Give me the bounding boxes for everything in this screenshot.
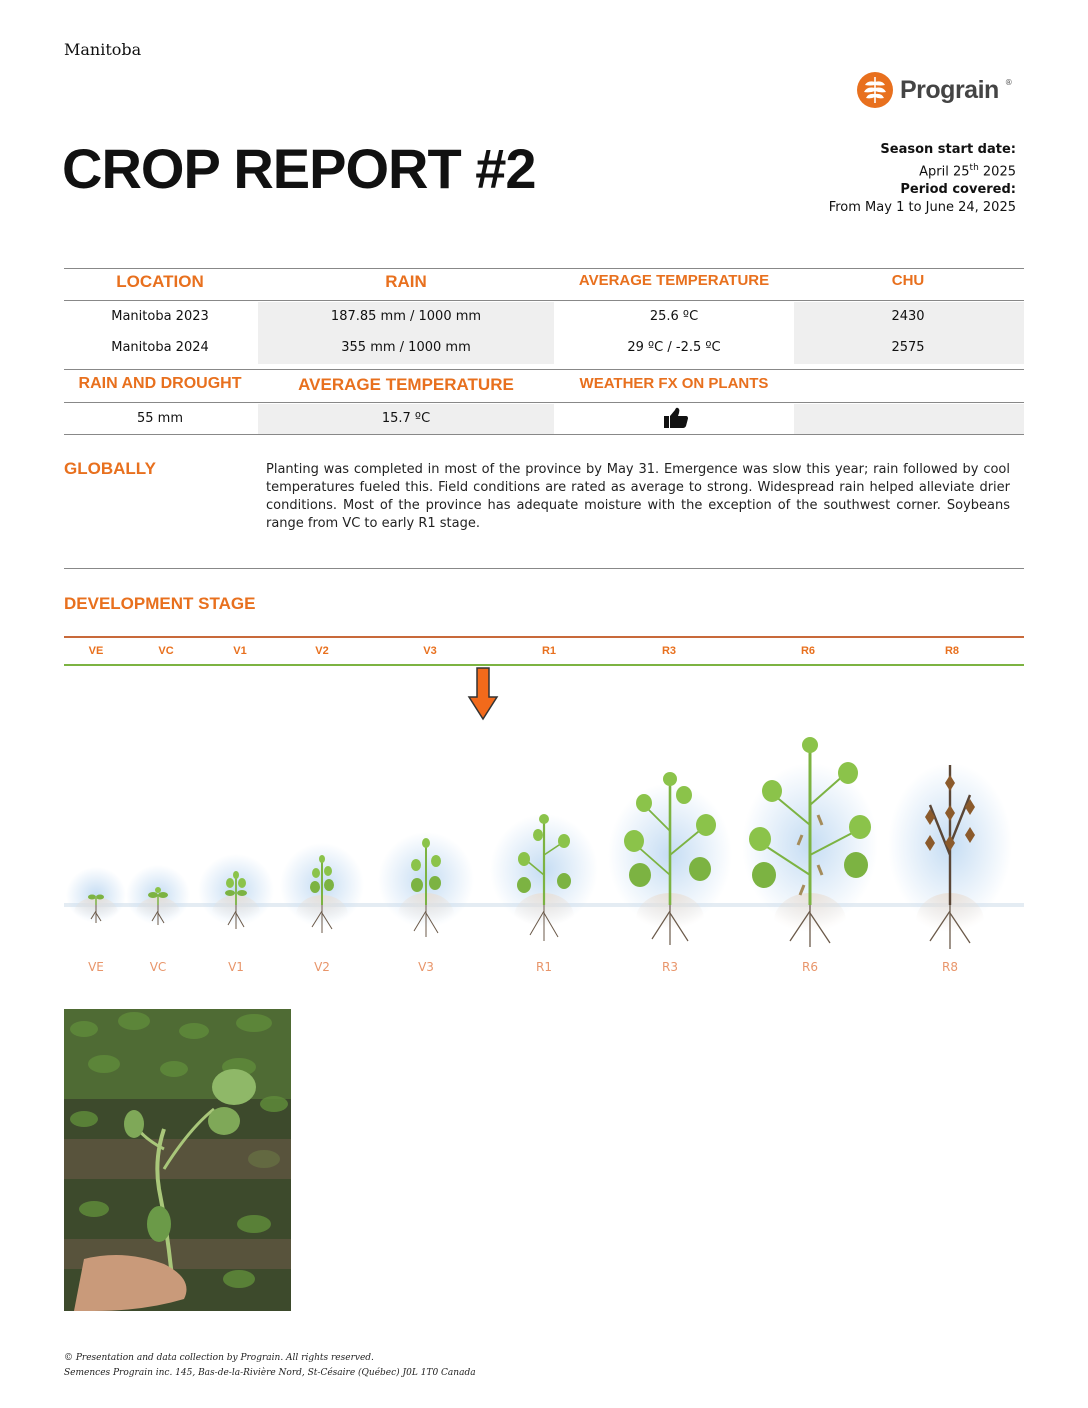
plant-ve: [66, 867, 126, 929]
table2-header-rule: [64, 402, 1024, 403]
header-location: LOCATION: [116, 272, 204, 291]
down-arrow-icon: [467, 667, 499, 721]
table-header-rule: [64, 300, 1024, 301]
stage-rule-top: [64, 636, 1024, 638]
plant-v3: [378, 832, 474, 937]
stage-label-r8: R8: [944, 645, 960, 657]
globally-heading: GLOBALLY: [64, 459, 156, 478]
stage-rule-bottom: [64, 664, 1024, 666]
header-rain-and-drought: RAIN AND DROUGHT: [78, 375, 242, 392]
field-photo: [64, 1009, 291, 1311]
stage-label-v3: V3: [423, 645, 437, 657]
table-top-rule: [64, 268, 1024, 269]
prograin-logo: [856, 70, 1026, 110]
plant-r3: [608, 772, 732, 945]
stage-label-vc: VC: [158, 645, 174, 657]
prograin-wheat-icon: [856, 71, 894, 109]
region-name: Manitoba: [64, 40, 142, 59]
plant-r8: [888, 763, 1012, 949]
header-average-temperature: AVERAGE TEMPERATURE: [578, 272, 770, 289]
footer-address: Semences Prograin inc. 145, Bas-de-la-Rivière Nord, St-Césaire (Québec) J0L 1T0 Canada: [64, 1368, 476, 1378]
header-weather-fx: WEATHER FX ON PLANTS: [579, 375, 769, 392]
section-divider: [64, 568, 1024, 569]
stage-label-v1: V1: [233, 645, 247, 657]
stage-name-v1: V1: [228, 960, 244, 974]
stage-label-r1: R1: [541, 645, 557, 657]
registered-mark: ®: [1004, 78, 1013, 87]
development-heading: DEVELOPMENT STAGE: [64, 594, 256, 613]
footer-copyright: © Presentation and data collection by Prograin. All rights reserved.: [64, 1353, 374, 1363]
stage-name-vc: VC: [149, 960, 167, 974]
stage-label-ve: VE: [88, 645, 104, 657]
table-rule: [64, 369, 1024, 370]
plant-r6: [742, 737, 878, 949]
stage-name-v2: V2: [314, 960, 330, 974]
plant-v2: [280, 843, 364, 935]
stage-name-ve: VE: [88, 960, 104, 974]
brand-name: Prograin: [900, 75, 999, 104]
thumbs-up-icon: [663, 407, 689, 433]
header-average-temperature-2: AVERAGE TEMPERATURE: [298, 375, 514, 394]
stage-name-r6: R6: [802, 960, 818, 974]
period-label: Period covered:: [900, 182, 1016, 198]
page-title: CROP REPORT #2: [62, 137, 536, 200]
stage-label-r3: R3: [661, 645, 677, 657]
season-info: [829, 141, 1016, 217]
stage-label-r6: R6: [800, 645, 816, 657]
stage-label-v2: V2: [315, 645, 329, 657]
stage-name-r8: R8: [942, 960, 958, 974]
plant-v1: [198, 854, 274, 931]
period-value: From May 1 to June 24, 2025: [828, 200, 1016, 216]
header-chu: CHU: [891, 272, 925, 289]
table2-bottom-rule: [64, 434, 1024, 435]
plant-r1: [490, 814, 598, 941]
stage-name-v3: V3: [418, 960, 434, 974]
season-start-label: Season start date:: [880, 142, 1016, 157]
plant-vc: [126, 865, 190, 929]
header-rain: RAIN: [385, 272, 427, 291]
stage-name-r3: R3: [662, 960, 678, 974]
globally-text: Planting was completed in most of the province by May 31. Emergence was slow this year; rain followed by cool temperatures fueled this. Field conditions are rated as average to strong. Widespread rain helped alleviate drier conditions. Most of the province has adequate moisture with the exception of the southwest corner. Soybeans range from VC to early R1 stage.: [266, 462, 1010, 531]
soybean-growth-illustration: [64, 735, 1024, 955]
stage-name-r1: R1: [536, 960, 552, 974]
season-start-value: April 25th 2025: [919, 163, 1016, 180]
